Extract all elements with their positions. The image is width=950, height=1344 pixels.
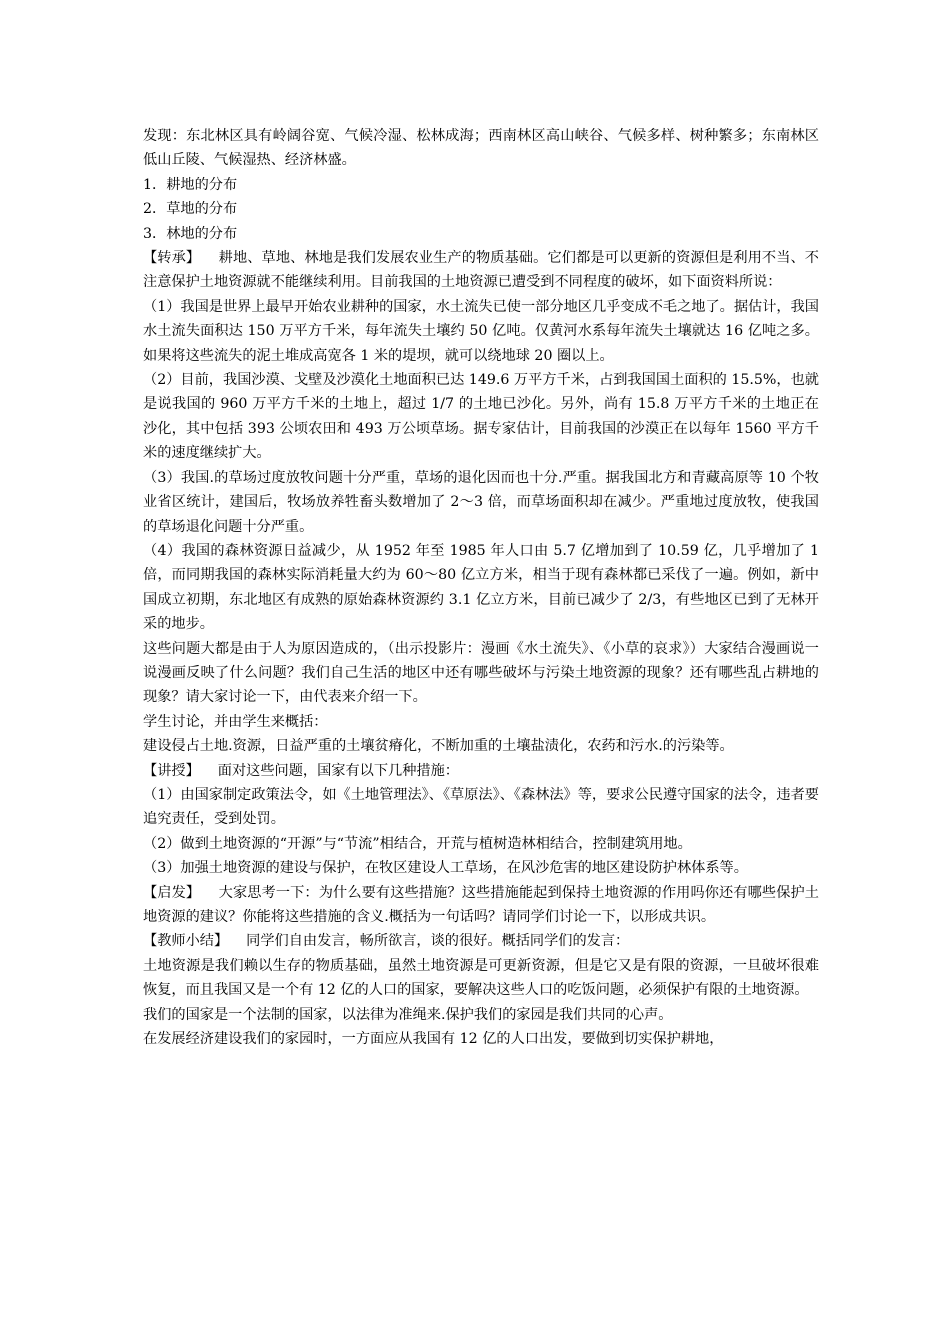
paragraph-transition: 【转承】 耕地、草地、林地是我们发展农业生产的物质基础。它们都是可以更新的资源但是利用不当、不注意保护土地资源就不能继续利用。目前我国的土地资源已遭受到不同程度的破坏，如下面资料所说： bbox=[143, 250, 819, 291]
paragraph-soil-erosion: （1）我国是世界上最早开始农业耕种的国家，水土流失已使一部分地区几乎变成不毛之地了。据估计，我国水土流失面积达 150 万平方千米，每年流失土壤约 50 亿吨。仅黄河水系每年流失土壤就达 16 亿吨之多。如果将这些流失的泥土堆成高宽各 1 米的堤坝，就可以绕地球 20 圈以上。 bbox=[143, 298, 819, 364]
paragraph-measure-2: （2）做到土地资源的“开源”与“节流”相结合，开荒与植树造林相结合，控制建筑用地。 bbox=[143, 835, 692, 852]
paragraph-economic-development: 在发展经济建设我们的家园时，一方面应从我国有 12 亿的人口出发，要做到切实保护耕地， bbox=[143, 1031, 724, 1048]
paragraph-inspiration: 【启发】 大家思考一下：为什么要有这些措施？这些措施能起到保持土地资源的作用吗你还有哪些保护土地资源的建议？你能将这些措施的含义.概括为一句话吗？请同学们讨论一下，以形成共识。 bbox=[143, 884, 819, 925]
list-item-forestland: 3．林地的分布 bbox=[143, 225, 238, 242]
list-item-farmland: 1．耕地的分布 bbox=[143, 176, 238, 193]
paragraph-human-causes: 这些问题大都是由于人为原因造成的，（出示投影片：漫画《水土流失》、《小草的哀求》）大家结合漫画说一说漫画反映了什么问题？我们自己生活的地区中还有哪些破坏与污染土地资源的现象？还有哪些乱占耕地的现象？请大家讨论一下，由代表来介绍一下。 bbox=[143, 640, 819, 706]
paragraph-rule-of-law: 我们的国家是一个法制的国家，以法律为准绳来.保护我们的家园是我们共同的心声。 bbox=[143, 1006, 673, 1023]
paragraph-overgrazing: （3）我国.的草场过度放牧问题十分严重，草场的退化因而也十分.严重。据我国北方和青藏高原等 10 个牧业省区统计，建国后，牧场放养牲畜头数增加了 2～3 倍，而草场面积却在减少。严重地过度放牧，使我国的草场退化问题十分严重。 bbox=[143, 469, 819, 535]
paragraph-measure-3: （3）加强土地资源的建设与保护，在牧区建设人工草场，在风沙危害的地区建设防护林体系等。 bbox=[143, 860, 748, 877]
paragraph-forest-decline: （4）我国的森林资源日益减少，从 1952 年至 1985 年人口由 5.7 亿增加到了 10.59 亿，几乎增加了 1 倍，而同期我国的森林实际消耗量大约为 60～80 亿立方米，相当于现有森林都已采伐了一遍。例如，新中国成立初期，东北地区有成熟的原始森林资源约 3.1 亿立方米，目前已减少了 2/3，有些地区已到了无林开采的地步。 bbox=[143, 542, 824, 633]
paragraph-discussion-summary: 建设侵占土地.资源，日益严重的土壤贫瘠化，不断加重的土壤盐渍化，农药和污水.的污染等。 bbox=[143, 738, 734, 755]
paragraph-student-discussion: 学生讨论，并由学生来概括： bbox=[143, 713, 328, 730]
paragraph-land-resource-basis: 土地资源是我们赖以生存的物质基础，虽然土地资源是可更新资源，但是它又是有限的资源，一旦破坏很难恢复，而且我国又是一个有 12 亿的人口的国家，要解决这些人口的吃饭问题，必须保护有限的土地资源。 bbox=[143, 957, 819, 999]
paragraph-forest-findings: 发现：东北林区具有岭阔谷宽、气候冷湿、松林成海；西南林区高山峡谷、气候多样、树种繁多；东南林区低山丘陵、气候湿热、经济林盛。 bbox=[143, 128, 819, 169]
paragraph-teacher-summary: 【教师小结】 同学们自由发言，畅所欲言，谈的很好。概括同学们的发言： bbox=[143, 933, 630, 950]
paragraph-desertification: （2）目前，我国沙漠、戈壁及沙漠化土地面积已达 149.6 万平方千米，占到我国国土面积的 15.5%，也就是说我国的 960 万平方千米的土地上，超过 1/7 的土地已沙化。另外，尚有 15.8 万平方千米的土地正在沙化，其中包括 393 公顷农田和 493 万公顷草场。据专家估计，目前我国的沙漠正在以每年 1560 平方千米的速度继续扩大。 bbox=[143, 372, 819, 462]
document-body bbox=[143, 124, 824, 1051]
paragraph-measure-1: （1）由国家制定政策法令，如《土地管理法》、《草原法》、《森林法》等，要求公民遵守国家的法令，违者要追究责任，受到处罚。 bbox=[143, 786, 819, 828]
list-item-grassland: 2．草地的分布 bbox=[143, 201, 238, 218]
paragraph-lecture: 【讲授】 面对这些问题，国家有以下几种措施： bbox=[143, 762, 459, 779]
